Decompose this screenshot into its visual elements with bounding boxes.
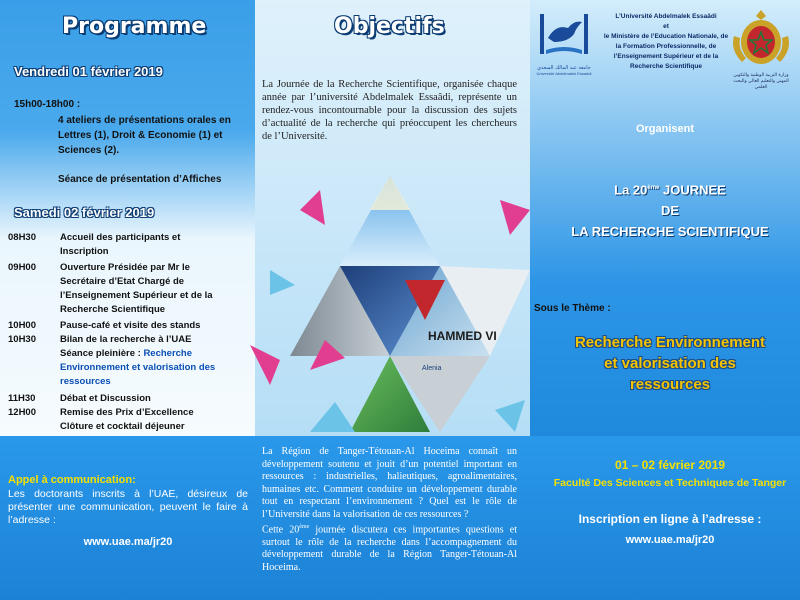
organizers-line: L’Université Abdelmalek Essaâdi: [615, 13, 717, 20]
region-text: [262, 446, 517, 574]
theme-line: et valorisation des: [604, 355, 736, 372]
day1-posters: Séance de présentation d’Affiches: [58, 174, 222, 185]
pleniere-line: [60, 347, 192, 361]
collage-banner-text: HAMMED VI: [428, 329, 497, 343]
ministry-emblem: [728, 6, 794, 90]
schedule-item: Recherche Scientifique: [60, 304, 166, 315]
accent-triangle: [270, 270, 295, 295]
schedule-time: 10H30: [8, 334, 36, 345]
registration-link[interactable]: www.uae.ma/jr20: [625, 534, 715, 546]
uae-logo-sub: Université Abdelmalek Essaâdi: [536, 71, 592, 76]
schedule-item: Ouverture Présidée par Mr le: [60, 262, 190, 273]
event-title-line1: La 20ème JOURNEE: [614, 182, 726, 198]
uae-logo: [534, 10, 594, 76]
accent-triangle: [310, 402, 355, 432]
programme-heading: Programme: [62, 14, 207, 39]
ministry-emblem-text: وزارة التربية الوطنية والتكوين المهني والتعليم العالي والبحث العلمي: [733, 73, 789, 90]
dove-icon: [534, 10, 594, 60]
schedule-item: Secrétaire d’Etat Chargé de: [60, 276, 185, 287]
organisent-label: Organisent: [635, 123, 695, 135]
organizers-line: la Formation Professionnelle, de: [615, 43, 717, 50]
theme-label: Sous le Thème :: [534, 303, 611, 314]
accent-triangle: [300, 190, 325, 225]
objectifs-heading: Objectifs: [334, 14, 445, 39]
event-title-line3: LA RECHERCHE SCIENTIFIQUE: [571, 224, 769, 240]
collage-tile: [370, 176, 410, 210]
schedule-item: Inscription: [60, 246, 109, 257]
accent-triangle: [500, 200, 530, 235]
schedule-time: 12H00: [8, 407, 36, 418]
schedule-item: Débat et Discussion: [60, 393, 151, 404]
photo-collage: [240, 170, 540, 438]
coat-of-arms-icon: [728, 6, 794, 68]
theme-title: [540, 332, 800, 395]
day1-line3: Sciences (2).: [58, 145, 120, 156]
call-for-papers-heading: Appel à communication:: [8, 474, 136, 486]
theme-line: Recherche Environnement: [574, 334, 766, 351]
accent-triangle: [495, 400, 525, 432]
schedule-item: Pause-café et visite des stands: [60, 320, 201, 331]
call-for-papers-text: Les doctorants inscrits à l’UAE, désireux de présenter une communication, peuvent le faire à l’adresse :: [8, 488, 248, 526]
call-for-papers-link[interactable]: www.uae.ma/jr20: [83, 536, 173, 548]
theme-line: ressources: [629, 376, 711, 393]
organizers-line: et: [663, 23, 669, 30]
schedule-time: 11H30: [8, 393, 36, 404]
schedule-item: l’Enseignement Supérieur et de la: [60, 290, 213, 301]
region-paragraph: La Région de Tanger-Tétouan-Al Hoceima connaît un développement soutenu et jouit d’un potentiel important en ressources : industrielles, halieutiques, agroalimentaires, humaines etc. Comment conduire un développement durable tout en respectant l’environnement ? Quel est le rôle de l’Université dans la valorisation de ces ressources ?: [262, 446, 517, 520]
day1-time: 15h00-18h00 :: [14, 99, 81, 110]
schedule-time: 09H00: [8, 262, 36, 273]
event-venue: Faculté Des Sciences et Techniques de Tanger: [553, 477, 787, 489]
closing-item: Clôture et cocktail déjeuner: [60, 421, 185, 432]
organizers-line: Recherche Scientifique: [630, 63, 702, 70]
organizers-line: le Ministère de l’Education Nationale, de: [603, 33, 729, 40]
accent-triangle: [250, 345, 280, 385]
schedule-item: Bilan de la recherche à l’UAE: [60, 334, 192, 345]
schedule-time: 08H30: [8, 232, 36, 243]
objectifs-text: La Journée de la Recherche Scientifique, organisée chaque année par l’université Abdelmalek Essaâdi, représente un rendez-vous incontournable pour la discussion des sujets d’actualité de la recherche qui préoccupent les chercheurs de l’Université.: [262, 79, 517, 142]
day1-line2: Lettres (1), Droit & Economie (1) et: [58, 130, 223, 141]
organizers-text: [600, 12, 732, 72]
pleniere-topic: ressources: [60, 376, 111, 387]
uae-logo-text: جامعة عبد المالك السعدي: [537, 65, 591, 71]
organizers-line: l’Enseignement Supérieur et de la: [613, 53, 719, 60]
event-date: 01 – 02 février 2019: [614, 458, 726, 472]
pleniere-topic: Recherche: [143, 348, 193, 359]
event-title: [540, 178, 800, 242]
day1-heading: Vendredi 01 février 2019: [14, 64, 163, 79]
collage-small-text: Alenia: [422, 365, 442, 372]
pleniere-topic: Environnement et valorisation des: [60, 362, 216, 373]
day1-line1: 4 ateliers de présentations orales en: [58, 115, 231, 126]
pleniere-label: Séance pleinière :: [60, 348, 144, 359]
registration-label: Inscription en ligne à l’adresse :: [578, 512, 762, 526]
schedule-item: Accueil des participants et: [60, 232, 181, 243]
schedule-time: 10H00: [8, 320, 36, 331]
schedule-item: Remise des Prix d’Excellence: [60, 407, 194, 418]
region-paragraph-2: Cette 20ème journée discutera ces importantes questions et surtout le rôle de la recherche dans l’accompagnement du développement durable de la Région Tanger-Tétouan-Al Hoceima.: [262, 524, 517, 573]
day2-heading: Samedi 02 février 2019: [14, 205, 155, 220]
event-title-line2: DE: [660, 203, 680, 219]
